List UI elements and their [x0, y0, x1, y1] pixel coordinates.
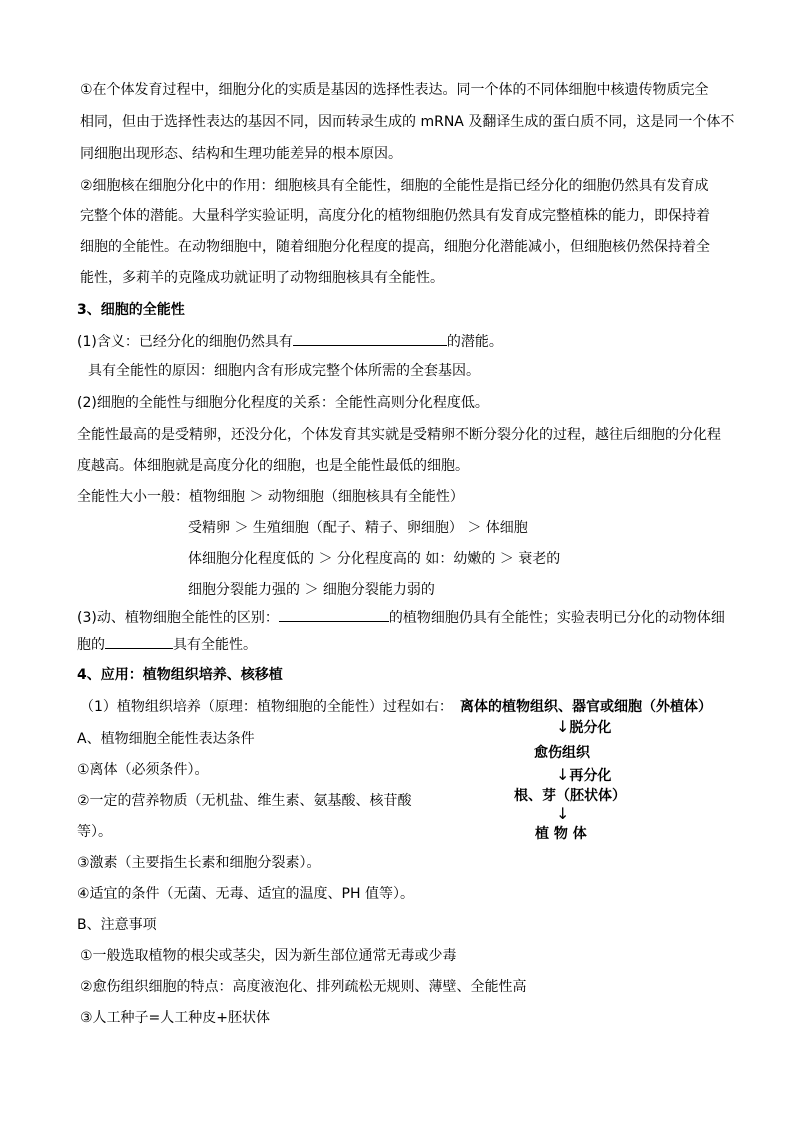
- p2-line-2: 完整个体的潜能。大量科学实验证明，高度分化的植物细胞仍然具有发育成完整植株的能力，即保持着: [80, 208, 710, 224]
- section-4-heading: 4、应用：植物组织培养、核移植: [77, 667, 283, 683]
- size-order-label: 全能性大小一般：: [77, 489, 189, 505]
- down-arrow-icon: ↓: [556, 765, 570, 784]
- p2-line-3: 细胞的全能性。在动物细胞中，随着细胞分化程度的提高，细胞分化潜能减小，但细胞核仍然保持着全: [80, 239, 710, 255]
- totipotency-reason: 具有全能性的原因：细胞内含有形成完整个体所需的全套基因。: [88, 363, 480, 379]
- section-3-heading: 3、细胞的全能性: [77, 302, 185, 318]
- tissue-culture-line: （1）植物组织培养（原理：植物细胞的全能性）过程如右：: [80, 699, 453, 715]
- condition-1: ①离体（必须条件）。: [77, 762, 209, 778]
- difference-line-1: [77, 606, 725, 628]
- difference-blank-2: [105, 633, 173, 649]
- p2-line-4: 能性，多莉羊的克隆成功就证明了动物细胞核具有全能性。: [80, 270, 444, 286]
- flow-step-2-label: 再分化: [569, 768, 612, 784]
- p1-line-1: ①在个体发育过程中，细胞分化的实质是基因的选择性表达。同一个体的不同体细胞中核遗传物质完全: [80, 82, 709, 98]
- down-arrow-icon: ↓: [556, 804, 570, 823]
- note-3: ③人工种子=人工种皮+胚状体: [80, 1010, 271, 1026]
- size-order-3: 体细胞分化程度低的 ＞ 分化程度高的 如：幼嫩的 ＞ 衰老的: [188, 551, 561, 567]
- notes-title: B、注意事项: [77, 917, 157, 933]
- condition-3: ③激素（主要指生长素和细胞分裂素）。: [77, 855, 321, 871]
- flow-plant: 植 物 体: [535, 826, 587, 842]
- flow-step-redifferentiation: [556, 766, 611, 785]
- size-order-1: 植物细胞 ＞ 动物细胞（细胞核具有全能性）: [189, 489, 464, 505]
- relation-line: (2)细胞的全能性与细胞分化程度的关系：全能性高则分化程度低。: [77, 395, 489, 411]
- flow-callus: 愈伤组织: [534, 745, 590, 761]
- down-arrow-icon: ↓: [556, 717, 570, 736]
- condition-2-line-2: 等）。: [77, 824, 112, 840]
- difference-line-2-prefix: 胞的: [77, 637, 105, 653]
- size-order-line-1: [77, 487, 464, 507]
- condition-4: ④适宜的条件（无菌、无毒、适宜的温度、PH 值等）。: [77, 886, 414, 902]
- difference-blank-1: [279, 606, 389, 622]
- definition-suffix: 的潜能。: [446, 334, 503, 350]
- flow-arrow-3: [556, 805, 569, 824]
- flow-step-dedifferentiation: [556, 718, 611, 737]
- condition-2-line-1: ②一定的营养物质（无机盐、维生素、氨基酸、核苷酸: [77, 793, 412, 809]
- highest-line-1: 全能性最高的是受精卵，还没分化，个体发育其实就是受精卵不断分裂分化的过程，越往后细胞的分化程: [77, 427, 721, 443]
- difference-prefix: (3)动、植物细胞全能性的区别：: [77, 610, 279, 626]
- p2-line-1: ②细胞核在细胞分化中的作用：细胞核具有全能性，细胞的全能性是指已经分化的细胞仍然具有发育成: [80, 178, 709, 194]
- flow-embryoid: 根、芽（胚状体）: [514, 788, 626, 804]
- highest-line-2: 度越高。体细胞就是高度分化的细胞，也是全能性最低的细胞。: [77, 458, 469, 474]
- p1-line-2: 相同，但由于选择性表达的基因不同，因而转录生成的 mRNA 及翻译生成的蛋白质不同，这是同一个体不: [80, 114, 735, 130]
- flow-step-1-label: 脱分化: [569, 720, 612, 736]
- difference-middle: 的植物细胞仍具有全能性；实验表明已分化的动物体细: [388, 610, 725, 626]
- conditions-title: A、植物细胞全能性表达条件: [77, 731, 255, 747]
- size-order-2: 受精卵 ＞ 生殖细胞（配子、精子、卵细胞） ＞ 体细胞: [188, 520, 528, 536]
- definition-prefix: (1)含义：已经分化的细胞仍然具有: [77, 334, 293, 350]
- note-1: ①一般选取植物的根尖或茎尖，因为新生部位通常无毒或少毒: [80, 948, 457, 964]
- size-order-4: 细胞分裂能力强的 ＞ 细胞分裂能力弱的: [188, 582, 435, 598]
- flow-explant: 离体的植物组织、器官或细胞（外植体）: [460, 699, 712, 715]
- definition-line: [77, 330, 503, 352]
- difference-line-2-suffix: 具有全能性。: [173, 637, 257, 653]
- p1-line-3: 同细胞出现形态、结构和生理功能差异的根本原因。: [80, 146, 402, 162]
- definition-blank: [293, 330, 447, 346]
- difference-line-2: [77, 633, 257, 655]
- note-2: ②愈伤组织细胞的特点：高度液泡化、排列疏松无规则、薄壁、全能性高: [80, 979, 527, 995]
